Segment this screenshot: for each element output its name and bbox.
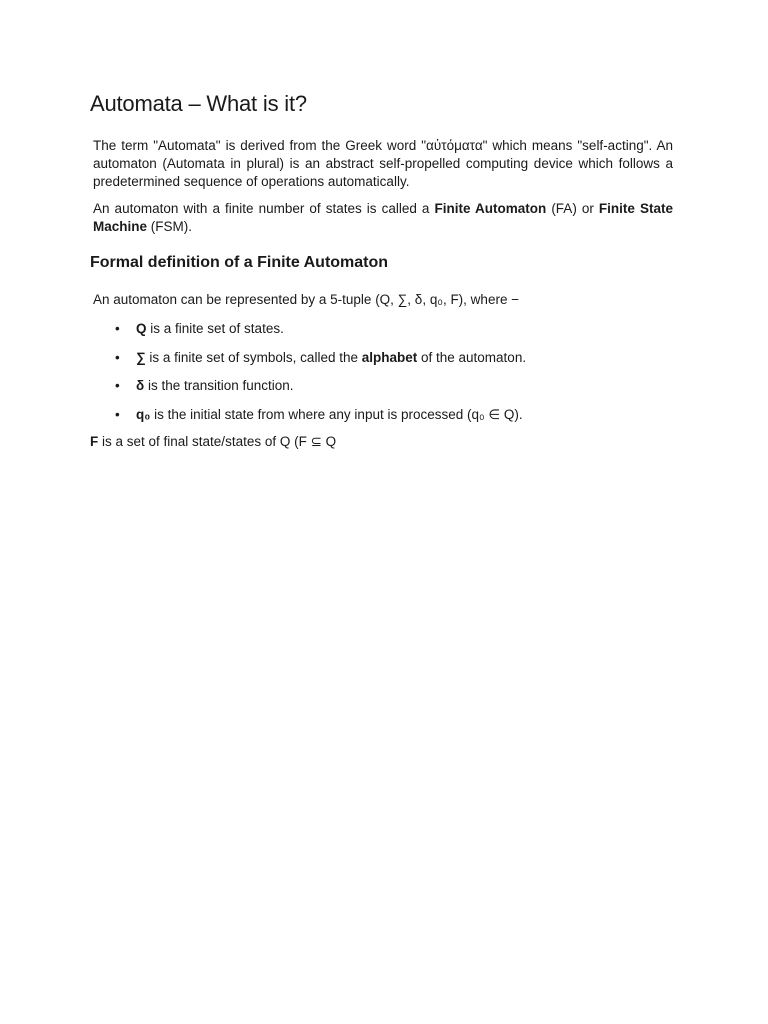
list-item-term: δ (136, 378, 145, 393)
list-item-text: of the automaton. (417, 349, 527, 365)
list-item-term: alphabet (361, 349, 418, 365)
final-states-line (90, 434, 336, 450)
list-item (115, 406, 675, 435)
list-item (115, 377, 675, 406)
term-finite-state-machine: Finite State Machine (93, 201, 673, 234)
definition-text: (FA) or (546, 201, 599, 216)
definition-text: An automaton with a finite number of states is called a (93, 201, 435, 216)
bullet-icon: • (115, 378, 120, 393)
tuple-list (115, 320, 675, 434)
bullet-icon: • (115, 406, 120, 422)
bullet-icon: • (115, 349, 120, 365)
tuple-intro: An automaton can be represented by a 5-tuple (Q, ∑, δ, q₀, F), where − (93, 292, 520, 307)
list-item (115, 349, 675, 378)
intro-paragraph: The term "Automata" is derived from the Greek word "αὐτόματα" which means "self-acting". An automaton (Automata in plural) is an abstract self-propelled computing device which follows a predetermined sequence of operations automatically. (93, 138, 673, 189)
list-item-text: is a finite set of symbols, called the (145, 349, 362, 365)
term-finite-automaton: Finite Automaton (434, 201, 547, 216)
list-item-text: is the initial state from where any input is processed (q₀ ∈ Q). (150, 406, 523, 422)
final-states-term: F (90, 434, 99, 449)
list-item-text: is a finite set of states. (146, 321, 284, 336)
page-title: Automata – What is it? (90, 91, 307, 116)
bullet-icon: • (115, 321, 120, 336)
final-states-text: is a set of final state/states of Q (F ⊆ Q (98, 434, 337, 449)
list-item-term: ∑ (136, 349, 146, 365)
section-heading: Formal definition of a Finite Automaton (90, 254, 389, 271)
definition-paragraph (93, 200, 673, 236)
list-item-text: is the transition function. (144, 378, 294, 393)
definition-text: (FSM). (147, 219, 193, 234)
list-item-term: q₀ (136, 406, 151, 422)
list-item (115, 320, 675, 349)
list-item-term: Q (136, 321, 147, 336)
